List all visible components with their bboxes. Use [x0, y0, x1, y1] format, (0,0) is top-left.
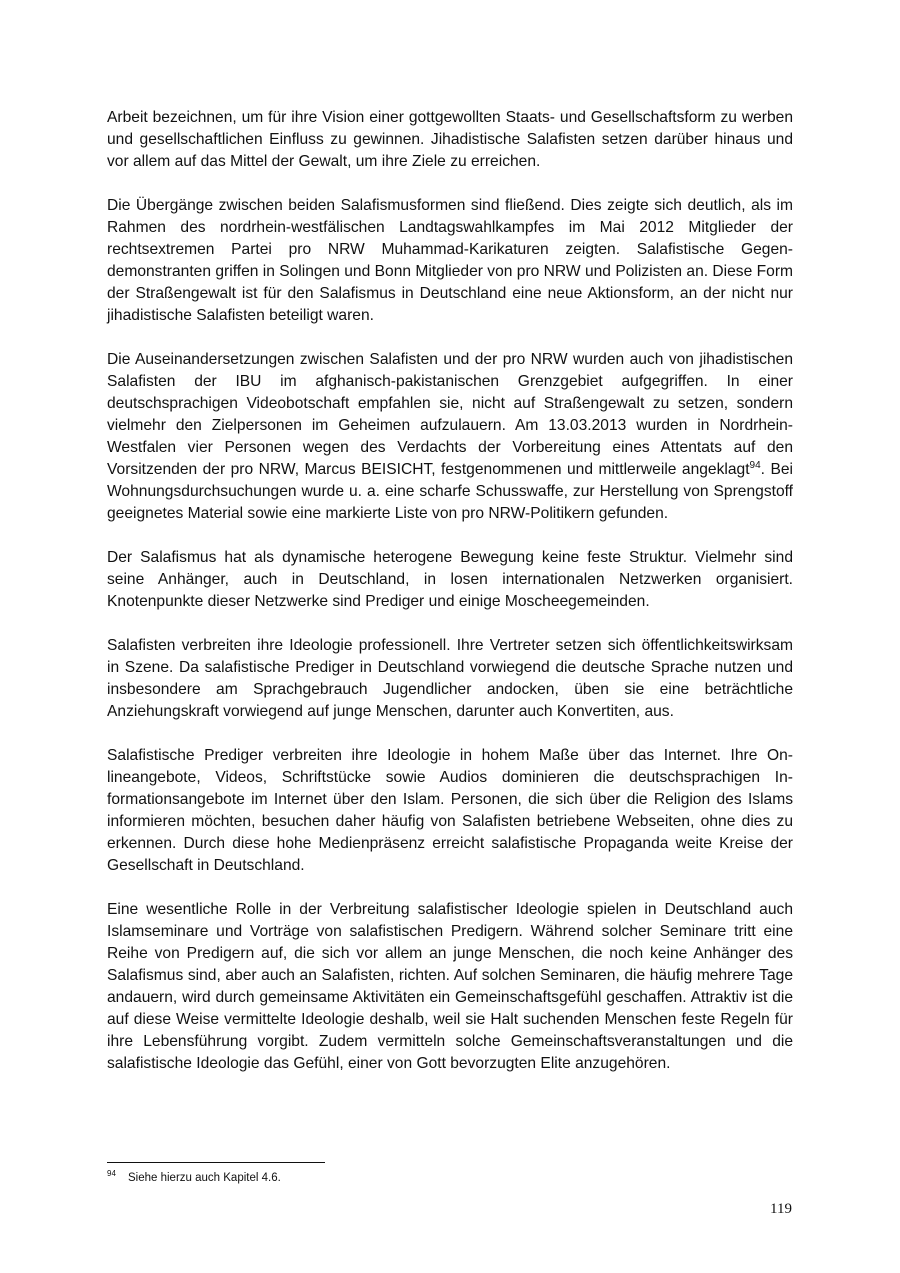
paragraph-3 — [107, 349, 793, 525]
paragraph-3-text-a: Die Auseinandersetzungen zwischen Salafisten und der pro NRW wurden auch von jihadistischen Salafisten der IBU im afghanisch-pakistanischen Grenzgebiet aufgegriffen. In einer deutschsprachigen Videobotschaft empfahlen sie, nicht auf Straßengewalt zu setzen, sondern vielmehr den Zielpersonen im Geheimen aufzulauern. Am 13.03.2013 wurden in Nordrhein-Westfalen vier Personen wegen des Verdachts der Vorbereitung eines Attentats auf den Vorsitzenden der pro NRW, Marcus BEISICHT, festgenommenen und mittlerweile angeklagt — [107, 351, 793, 478]
paragraph-2: Die Übergänge zwischen beiden Salafismusformen sind fließend. Dies zeigte sich deutlich, als im Rahmen des nordrhein-westfälischen Landtagswahlkampfes im Mai 2012 Mitglieder der rechtsextremen Partei pro NRW Muhammad-Karikaturen zeigten. Salafistische Gegendemonstranten griffen in Solingen und Bonn Mitglieder von pro NRW und Polizisten an. Diese Form der Straßengewalt ist für den Salafismus in Deutschland eine neue Aktionsform, an der nicht nur jihadistische Salafisten beteiligt waren. — [107, 197, 793, 324]
paragraph-3-text-b: . Bei Wohnungsdurchsuchungen wurde u. a. eine scharfe Schusswaffe, zur Herstellung von Sprengstoff geeignetes Material sowie eine markierte Liste von pro NRW-Politikern gefunden. — [107, 461, 793, 522]
footnote-text: Siehe hierzu auch Kapitel 4.6. — [128, 1172, 281, 1184]
paragraph-7: Eine wesentliche Rolle in der Verbreitung salafistischer Ideologie spielen in Deutschland auch Islamseminare und Vorträge von salafistischen Predigern. Während solcher Seminare tritt eine Reihe von Predigern auf, die sich vor allem an junge Menschen, die noch keine Anhänger des Salafismus sind, aber auch an Salafisten, richten. Auf solchen Seminaren, die häufig mehrere Tage andauern, wird durch gemeinsame Aktivitäten ein Gemeinschaftsgefühl geschaffen. Attraktiv ist die auf diese Weise vermittelte Ideologie deshalb, weil sie Halt suchenden Menschen feste Regeln für ihre Lebensführung vorgibt. Zudem vermitteln solche Gemeinschaftsveranstaltungen und die salafistische Ideologie das Gefühl, einer von Gott bevorzugten Elite anzugehören. — [107, 901, 793, 1072]
paragraph-4: Der Salafismus hat als dynamische heterogene Bewegung keine feste Struktur. Vielmehr sind seine Anhänger, auch in Deutschland, in losen internationalen Netzwerken organisiert. Knotenpunkte dieser Netzwerke sind Prediger und einige Moscheegemeinden. — [107, 549, 793, 610]
footnote-reference[interactable]: 94 — [749, 459, 761, 471]
paragraph-5: Salafisten verbreiten ihre Ideologie professionell. Ihre Vertreter setzen sich öffentlichkeitswirksam in Szene. Da salafistische Prediger in Deutschland vorwiegend die deutsche Sprache nutzen und insbesondere am Sprachgebrauch Jugendlicher andocken, üben sie eine beträchtliche Anziehungskraft vorwiegend auf junge Menschen, darunter auch Konvertiten, aus. — [107, 637, 793, 720]
footnote-separator — [107, 1162, 325, 1163]
page-body — [107, 107, 793, 1097]
footnote: 94 Siehe hierzu auch Kapitel 4.6. — [107, 1169, 281, 1184]
paragraph-6: Salafistische Prediger verbreiten ihre Ideologie in hohem Maße über das Internet. Ihre Onlineangebote, Videos, Schriftstücke sowie Audios dominieren die deutschsprachigen Informationsangebote im Internet über den Islam. Personen, die sich über die Religion des Islams informieren möchten, besuchen daher häufig von Salafisten betriebene Webseiten, ohne dies zu erkennen. Durch diese hohe Medienpräsenz erreicht salafistische Propaganda weite Kreise der Gesellschaft in Deutschland. — [107, 747, 793, 874]
page-number: 119 — [770, 1201, 792, 1217]
paragraph-1: Arbeit bezeichnen, um für ihre Vision einer gottgewollten Staats- und Gesellschaftsform zu werben und gesellschaftlichen Einfluss zu gewinnen. Jihadistische Salafisten setzen darüber hinaus und vor allem auf das Mittel der Gewalt, um ihre Ziele zu erreichen. — [107, 109, 793, 170]
